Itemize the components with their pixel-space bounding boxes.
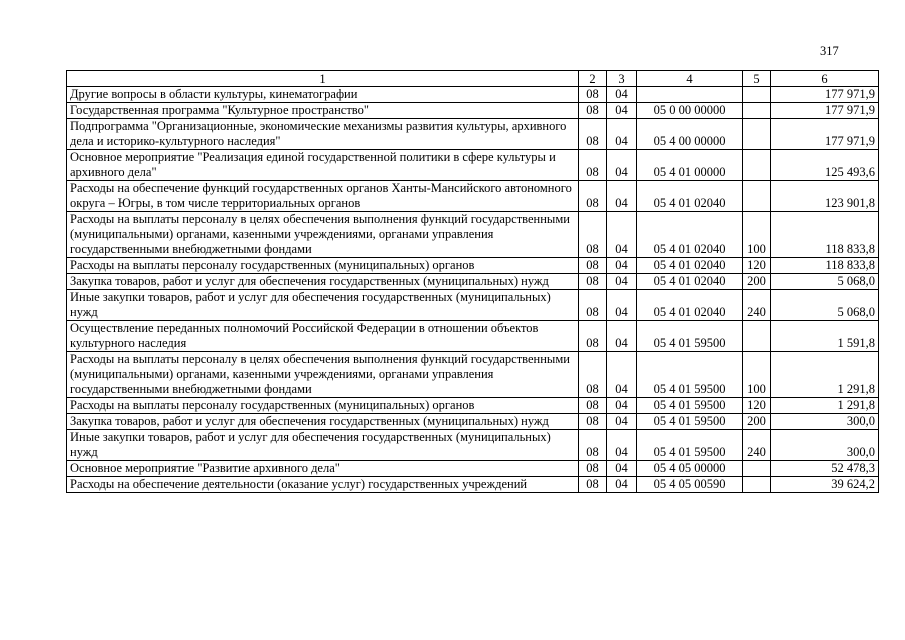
row-target-article: 05 4 01 59500 [637, 398, 743, 414]
row-expense-type [743, 461, 771, 477]
row-target-article: 05 4 01 02040 [637, 258, 743, 274]
table-row [67, 103, 879, 119]
row-section: 08 [579, 103, 607, 119]
row-section: 08 [579, 181, 607, 212]
budget-table [66, 70, 879, 493]
row-expense-type: 100 [743, 352, 771, 398]
row-amount: 125 493,6 [771, 150, 879, 181]
column-header-4: 4 [637, 71, 743, 87]
row-name: Осуществление переданных полномочий Российской Федерации в отношении объектов культурного наследия [67, 321, 579, 352]
table-row [67, 274, 879, 290]
row-amount: 300,0 [771, 414, 879, 430]
row-name: Иные закупки товаров, работ и услуг для обеспечения государственных (муниципальных) нужд [67, 290, 579, 321]
row-expense-type [743, 181, 771, 212]
row-subsection: 04 [607, 290, 637, 321]
row-subsection: 04 [607, 352, 637, 398]
row-amount: 39 624,2 [771, 477, 879, 493]
row-amount: 177 971,9 [771, 119, 879, 150]
row-subsection: 04 [607, 274, 637, 290]
row-subsection: 04 [607, 150, 637, 181]
row-amount: 5 068,0 [771, 290, 879, 321]
table-row [67, 398, 879, 414]
row-subsection: 04 [607, 430, 637, 461]
row-expense-type: 240 [743, 290, 771, 321]
table-row [67, 414, 879, 430]
row-subsection: 04 [607, 461, 637, 477]
row-name: Расходы на выплаты персоналу государственных (муниципальных) органов [67, 258, 579, 274]
row-target-article: 05 4 05 00000 [637, 461, 743, 477]
row-section: 08 [579, 477, 607, 493]
row-amount: 118 833,8 [771, 212, 879, 258]
row-section: 08 [579, 321, 607, 352]
row-expense-type: 200 [743, 274, 771, 290]
row-amount: 300,0 [771, 430, 879, 461]
row-expense-type: 240 [743, 430, 771, 461]
row-expense-type [743, 119, 771, 150]
row-subsection: 04 [607, 119, 637, 150]
row-subsection: 04 [607, 321, 637, 352]
table-row [67, 87, 879, 103]
table-row [67, 430, 879, 461]
row-amount: 118 833,8 [771, 258, 879, 274]
column-header-6: 6 [771, 71, 879, 87]
row-name: Расходы на обеспечение деятельности (оказание услуг) государственных учреждений [67, 477, 579, 493]
row-expense-type [743, 150, 771, 181]
row-section: 08 [579, 398, 607, 414]
row-section: 08 [579, 290, 607, 321]
row-section: 08 [579, 258, 607, 274]
row-section: 08 [579, 352, 607, 398]
row-section: 08 [579, 461, 607, 477]
row-subsection: 04 [607, 258, 637, 274]
row-target-article: 05 4 01 02040 [637, 181, 743, 212]
row-subsection: 04 [607, 477, 637, 493]
row-name: Расходы на выплаты персоналу государственных (муниципальных) органов [67, 398, 579, 414]
row-section: 08 [579, 150, 607, 181]
row-expense-type [743, 103, 771, 119]
row-amount: 5 068,0 [771, 274, 879, 290]
row-subsection: 04 [607, 181, 637, 212]
row-target-article: 05 0 00 00000 [637, 103, 743, 119]
column-header-5: 5 [743, 71, 771, 87]
column-number-row [67, 71, 879, 87]
row-name: Основное мероприятие "Развитие архивного дела" [67, 461, 579, 477]
table-row [67, 258, 879, 274]
table-row [67, 477, 879, 493]
table-row [67, 212, 879, 258]
column-header-3: 3 [607, 71, 637, 87]
row-name: Закупка товаров, работ и услуг для обеспечения государственных (муниципальных) нужд [67, 414, 579, 430]
row-target-article: 05 4 01 02040 [637, 290, 743, 321]
page-number: 317 [820, 44, 839, 58]
row-amount: 123 901,8 [771, 181, 879, 212]
row-section: 08 [579, 414, 607, 430]
row-section: 08 [579, 430, 607, 461]
row-name: Расходы на обеспечение функций государственных органов Ханты-Мансийского автономного округа – Югры, в том числе территориальных органов [67, 181, 579, 212]
row-section: 08 [579, 212, 607, 258]
row-name: Подпрограмма "Организационные, экономические механизмы развития культуры, архивного дела и историко-культурного наследия" [67, 119, 579, 150]
row-name: Иные закупки товаров, работ и услуг для обеспечения государственных (муниципальных) нужд [67, 430, 579, 461]
row-expense-type [743, 87, 771, 103]
column-header-2: 2 [579, 71, 607, 87]
column-header-1: 1 [67, 71, 579, 87]
row-subsection: 04 [607, 103, 637, 119]
row-target-article: 05 4 01 02040 [637, 212, 743, 258]
row-target-article: 05 4 01 00000 [637, 150, 743, 181]
row-name: Государственная программа "Культурное пространство" [67, 103, 579, 119]
row-expense-type: 200 [743, 414, 771, 430]
row-amount: 1 291,8 [771, 352, 879, 398]
row-name: Расходы на выплаты персоналу в целях обеспечения выполнения функций государственными (муниципальными) органами, казенными учреждениями, органами управления государственными внебюджетными фондами [67, 212, 579, 258]
row-section: 08 [579, 274, 607, 290]
row-amount: 1 291,8 [771, 398, 879, 414]
table-row [67, 150, 879, 181]
row-subsection: 04 [607, 87, 637, 103]
table-row [67, 321, 879, 352]
table-row [67, 290, 879, 321]
row-amount: 52 478,3 [771, 461, 879, 477]
row-amount: 177 971,9 [771, 87, 879, 103]
table-row [67, 461, 879, 477]
row-amount: 177 971,9 [771, 103, 879, 119]
row-target-article: 05 4 01 59500 [637, 430, 743, 461]
row-section: 08 [579, 87, 607, 103]
row-subsection: 04 [607, 414, 637, 430]
table-row [67, 119, 879, 150]
row-amount: 1 591,8 [771, 321, 879, 352]
row-target-article: 05 4 05 00590 [637, 477, 743, 493]
row-subsection: 04 [607, 212, 637, 258]
row-expense-type [743, 321, 771, 352]
row-section: 08 [579, 119, 607, 150]
table-row [67, 181, 879, 212]
row-target-article [637, 87, 743, 103]
row-expense-type [743, 477, 771, 493]
table-row [67, 352, 879, 398]
row-name: Основное мероприятие "Реализация единой государственной политики в сфере культуры и архивного дела" [67, 150, 579, 181]
row-name: Закупка товаров, работ и услуг для обеспечения государственных (муниципальных) нужд [67, 274, 579, 290]
row-name: Другие вопросы в области культуры, кинематографии [67, 87, 579, 103]
row-subsection: 04 [607, 398, 637, 414]
row-expense-type: 120 [743, 258, 771, 274]
row-target-article: 05 4 01 59500 [637, 321, 743, 352]
row-target-article: 05 4 01 02040 [637, 274, 743, 290]
row-name: Расходы на выплаты персоналу в целях обеспечения выполнения функций государственными (муниципальными) органами, казенными учреждениями, органами управления государственными внебюджетными фондами [67, 352, 579, 398]
row-target-article: 05 4 01 59500 [637, 352, 743, 398]
row-expense-type: 120 [743, 398, 771, 414]
row-expense-type: 100 [743, 212, 771, 258]
row-target-article: 05 4 01 59500 [637, 414, 743, 430]
row-target-article: 05 4 00 00000 [637, 119, 743, 150]
